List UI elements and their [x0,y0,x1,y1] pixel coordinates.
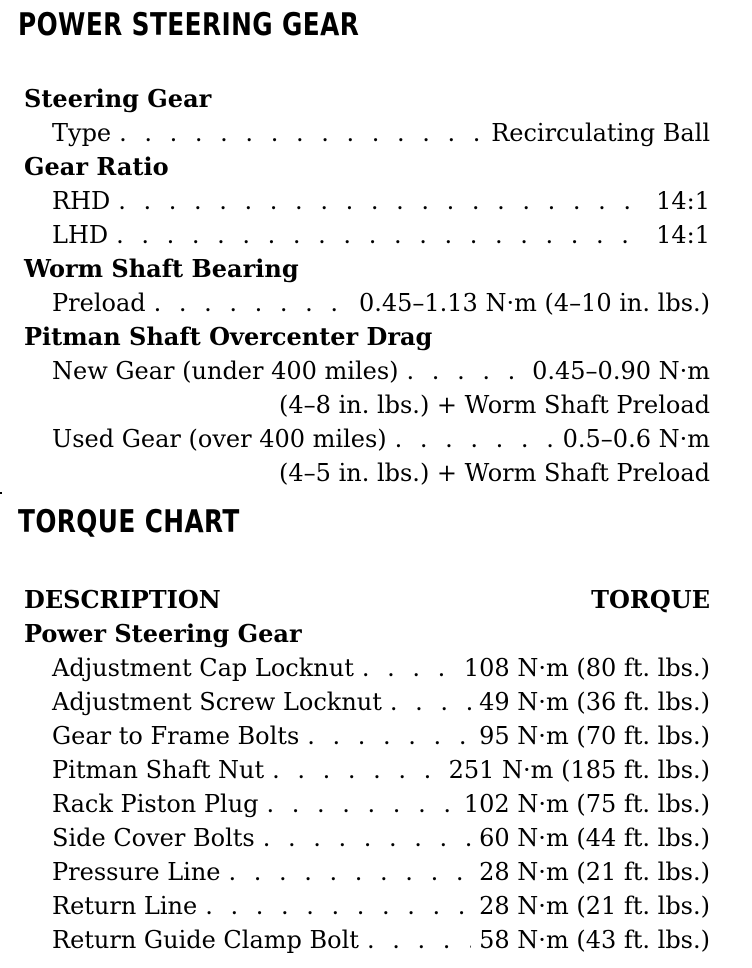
spec-value: 14:1 [656,187,710,215]
spec-row-rhd [52,184,710,218]
spec-value: Recirculating Ball [491,119,710,147]
spec-label: New Gear (under 400 miles) [52,357,399,385]
torque-row [52,787,710,821]
dot-leader [307,719,471,753]
dot-leader [154,286,351,320]
spec-label: Type [52,119,112,147]
torque-row [52,685,710,719]
dot-leader [116,218,648,252]
torque-label: Adjustment Cap Locknut [52,654,354,682]
torque-row [52,889,710,923]
dot-leader [267,787,456,821]
power-steering-gear-title: POWER STEERING GEAR [18,7,360,43]
spec-label: Preload [52,289,146,317]
gear-ratio-heading: Gear Ratio [24,152,169,181]
dot-leader [367,923,471,957]
spec-row-new-gear [52,354,710,388]
torque-value: 49 N·m (36 ft. lbs.) [479,688,710,716]
torque-value: 28 N·m (21 ft. lbs.) [479,892,710,920]
torque-label: Rack Piston Plug [52,790,259,818]
torque-value: 251 N·m (185 ft. lbs.) [448,756,710,784]
torque-label: Return Guide Clamp Bolt [52,926,359,954]
torque-row [52,651,710,685]
torque-value: 95 N·m (70 ft. lbs.) [479,722,710,750]
torque-value: 58 N·m (43 ft. lbs.) [479,926,710,954]
spec-row-preload [52,286,710,320]
spec-label: RHD [52,187,111,215]
dot-leader [263,821,471,855]
torque-label: Adjustment Screw Locknut [52,688,382,716]
steering-gear-heading: Steering Gear [24,84,212,113]
torque-column-headers [24,583,710,617]
torque-label: Pressure Line [52,858,221,886]
torque-value: 60 N·m (44 ft. lbs.) [479,824,710,852]
spec-value: 0.45–1.13 N·m (4–10 in. lbs.) [358,289,710,317]
dot-leader [119,116,483,150]
spec-value: 0.45–0.90 N·m [532,357,710,385]
torque-value: 108 N·m (80 ft. lbs.) [463,654,710,682]
torque-row [52,855,710,889]
torque-value: 28 N·m (21 ft. lbs.) [479,858,710,886]
pitman-drag-heading: Pitman Shaft Overcenter Drag [24,322,433,351]
dot-leader [118,184,648,218]
spec-continuation: (4–5 in. lbs.) + Worm Shaft Preload [279,459,710,487]
dot-leader [205,889,471,923]
torque-row [52,923,710,957]
torque-label: Side Cover Bolts [52,824,255,852]
torque-row [52,719,710,753]
dot-leader [272,753,441,787]
torque-column-header: TORQUE [591,585,710,614]
spec-continuation: (4–8 in. lbs.) + Worm Shaft Preload [279,391,710,419]
spec-label: LHD [52,221,109,249]
torque-row [52,753,710,787]
torque-row [52,821,710,855]
worm-shaft-bearing-heading: Worm Shaft Bearing [24,254,299,283]
spec-value: 14:1 [656,221,710,249]
dot-leader [407,354,525,388]
spec-row-lhd [52,218,710,252]
spec-row-type [52,116,710,150]
torque-label: Gear to Frame Bolts [52,722,300,750]
dot-leader [395,422,555,456]
dot-leader [362,651,456,685]
torque-label: Pitman Shaft Nut [52,756,265,784]
spec-label: Used Gear (over 400 miles) [52,425,387,453]
torque-value: 102 N·m (75 ft. lbs.) [463,790,710,818]
torque-label: Return Line [52,892,198,920]
spec-value: 0.5–0.6 N·m [562,425,710,453]
torque-chart-title: TORQUE CHART [18,504,240,540]
description-column-header: DESCRIPTION [24,585,221,614]
power-steering-gear-group-heading: Power Steering Gear [24,619,302,648]
scan-mark [0,492,2,494]
dot-leader [390,685,471,719]
spec-row-used-gear [52,422,710,456]
dot-leader [229,855,472,889]
